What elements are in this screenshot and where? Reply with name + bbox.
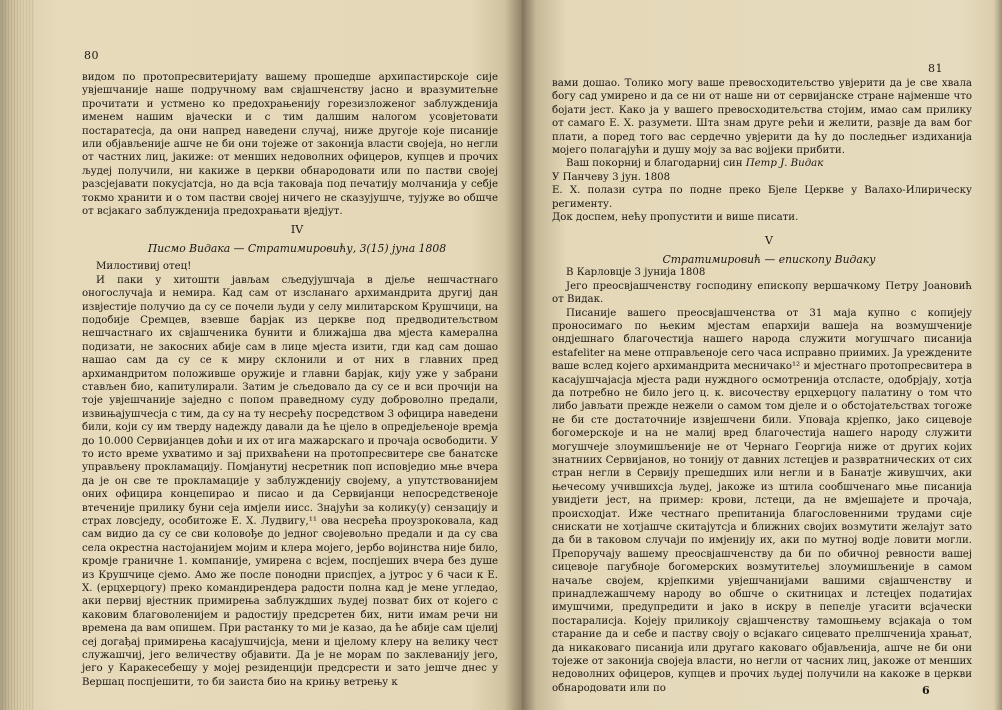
- letter-title: Стратимировић — епископу Видаку: [662, 252, 876, 266]
- paragraph: видом по протопресвитеријату вашему прошедше архипастирскоје сије увјешчаније наше подручному вам свјашченству јасно и вразумитељне прочитати и устмено ко предохрањенију горезизложеног заблужденија именем нашим вјачески и с тим далшим налогом усовјетовати постаратесја, да они напред наведени случај, ниже другоје које писаније или објављеније ашче не би они тојеже от законија власти својеја, но негли от частних лиц, јакиже: от менших недоволних офицеров, купцев и прочих људеј получили, ни какиже в церкви обнародовати или по пастви својеј разсјејавати покусјатсја, но да всја таковаја под печатију молчанија у себје токмо хранити и о том пастви својеј ничего не сказујушче, тујуже во обшче от всјакаго заблужденија предохрањати вједјут.: [82, 72, 498, 218]
- left-page-text: [82, 71, 498, 689]
- place-date: У Панчеву 3 јун. 1808: [552, 171, 671, 183]
- postscript: Е. Х. полази сутра по подне преко Бјеле Церкве у Валахо-Илирическу регименту.: [552, 185, 972, 210]
- signature: Петр Ј. Видак: [745, 158, 824, 170]
- place-date: В Карловцје 3 јунија 1808: [566, 267, 706, 279]
- letter-body: Писаније вашего преосвјашченства от 31 маја купно с копијеју проносимаго по њеким мјестам епархији вашеја на возмушченије ондјешнаго благочестија нашего народа служити могушчаго писанија estafeliter на мене отправљеноје сего часа исправно приимих. Ја уреждените ваше вслед којего архимандрита месничако¹² и мјестнаго протопресвитера в касајушчајасја мјеста ради нуждного осмотренија отсласте, одобрјају, хотја да потребно не било јего ц. к. височеству ерцхерцогу палатину о том что либо јављати прежде нежели о самом том дјеле и о обстојатељствах тогоже не би сте достаточније извјешчени били. Уповаја крјепко, јако сицевоје богомерскоје и на не малиј вред благочестија нашего народу служити могушчеје злоумишљеније не от Чернаго Георгија ниже от других којих знатниих Сервијанов, но тонију от давних лстецјев и развратнических от сих стран негли в Сервију прешедших или негли и в Банатје живушчих, аки њечесому учившихсја људеј, јакоже из штила сообшченаго мње писанија увидјети јест, на пример: крови, лстеци, да не вмјешајете и прочаја, происходјат. Иже честнаго препитанија благословенними трудами сије снискати не хотјашче скитајутсја и ближних својих возмутити желајут зато да би в таковом случаји по имјенију их, аки по мутној водје ловити могли. Препоручају вашему преосвјашченству да би по обичној ревности вашеј сицевоје пагубноје богомерских возмутитељеј злоумишљеније в самом начаље својем, крјепкими увјешчанијами вашими свјашченству и принадлежашчему народу во обшче о скитницах и лстецјех податијах имушчими, предупредити и јако в искру в пепелје угасити всјачески постаралисја. Којеју приликоју свјашченству тамошњему всјакаја о том старание да и себе и паству своју о всјакаго сицевато прелшченија храњат, да никаковаго писанија или другаго каковаго објављенија, ашче не би они тојеже от законија својеја власти, но негли от часних лиц, јакоже от менших недоволних офицеров, купцев и прочих људеј получили на какоже в церкви обнародовати или по: [552, 307, 972, 694]
- page-number: 80: [84, 49, 99, 62]
- address: Јего преосвјашченству господину епископу вершачкому Петру Јоановић от Видак.: [552, 280, 972, 306]
- letter-title: Писмо Видака — Стратимировићу, 3(15) јуна 1808: [147, 241, 447, 255]
- salutation: Милостивиј отец!: [96, 261, 192, 273]
- closing-line: [552, 157, 972, 170]
- paragraph: вами дошао. Толико могу ваше превосходитељство увјерити да је све хвала богу сад умирено и да се ни от наше ни от сервијанске стране најменше что бојати јест. Како ја у вашего превосходитељства стојим, имао сам прилику от самаго Е. Х. разумети. Шта знам друге рећи и желити, развје да вам бог плати, а поред того вас сердечно увјерити да ћу до последњег издиханија мојего полагајући и душу мoју за вас војјеки прибити.: [552, 78, 972, 157]
- section-number: V: [765, 234, 773, 248]
- page-edges: [0, 0, 34, 710]
- right-page: [522, 0, 1002, 710]
- section-number: IV: [290, 223, 304, 237]
- letter-body: И паки у хитошти јављам сљедујушчаја в дјеље нешчастнаго оногослучаја и немира. Кад сам от изсланаго архимандрита другиј дан извјестије получио да су се почели људи у селу милитарском Крушчици, на подобије Сремцев, взевше барјак из церкве под предводитељством нешчастнаго их свјашченика бунити и ближајша два мјеста камерална подизати, не закосних абије сам в лице мјеста изити, гди кад сам дошао нашао сам да су се к миру склонили и от них в главних пред архимандритом положивше оружије и главни барјак, кију уже у забрани стављен био, капитулирали. Затим је сљедовало да су се и вси прочији на тоје увјешчаније заједно с попом праведному суду доброволно предали, извињајушчесја с тим, да су на ту несрећу посредством 3 официра наведени били, који су им тверду надежду давали да ће цјело в опредјељеноје времја до 10.000 Сервијанцев доћи и их от ига мажарскаго и прочаја освободити. У то исто време ухватимо и зај прихваћени на протопресвитере све банатске управљену прокламацију. Помјанутиј несретник поп исповједио мње вчера да је он све те прокламације у заблужденију својему, а упутствованијем оних официра концепирао и писао и да Сервијанци непосредственоје втеченије прилику буни сеја имјели иисс. Знајући за колику(у) сензацију и страх ловсједу, особитоже Е. Х. Лудвигу,¹¹ ова несрећа проузроковала, кад сам видио да су се сви коловође до једног својевољно предали и да су сва села окрестна настојанијем мојим и клера мојего, јербо војинства није било, кромје граничне 1. компаније, умирена с всјем, поспјеших вчера без душе из Крушчице сјемо. Амо же после понодни приспјех, а јутрос у 6 часи к Е. Х. (ерцхерцогу) преко командирендера радости полна кад је мене угледао, аки первиј вјестник примирења заблуждших људеј позват бих от којего с каковим благоволенијем и радостију предсретен бих, нити имам речи ни времена да вам опишем. При растанку то ми је казао, да ће абије сам цјелиј сеј догађај примирења касајушчијсја, мени и цјелому клеру на велику чест служашчиј, јего величеству објавити. Да је не морам по заклеванију јего, јего у Каракесебешу у мојеј резиденцији предсрести и зато јешче днес у Вершац поспјешити, то би заиста био на крињу ветрењу к: [82, 274, 498, 688]
- postscript: Док доспем, нећу пропустити и више писати.: [552, 212, 799, 224]
- right-page-text: [552, 77, 972, 695]
- closing-text: Ваш покорниј и благодарниј син: [566, 158, 743, 170]
- signature-mark: 6: [922, 684, 931, 697]
- page-number: 81: [928, 62, 943, 75]
